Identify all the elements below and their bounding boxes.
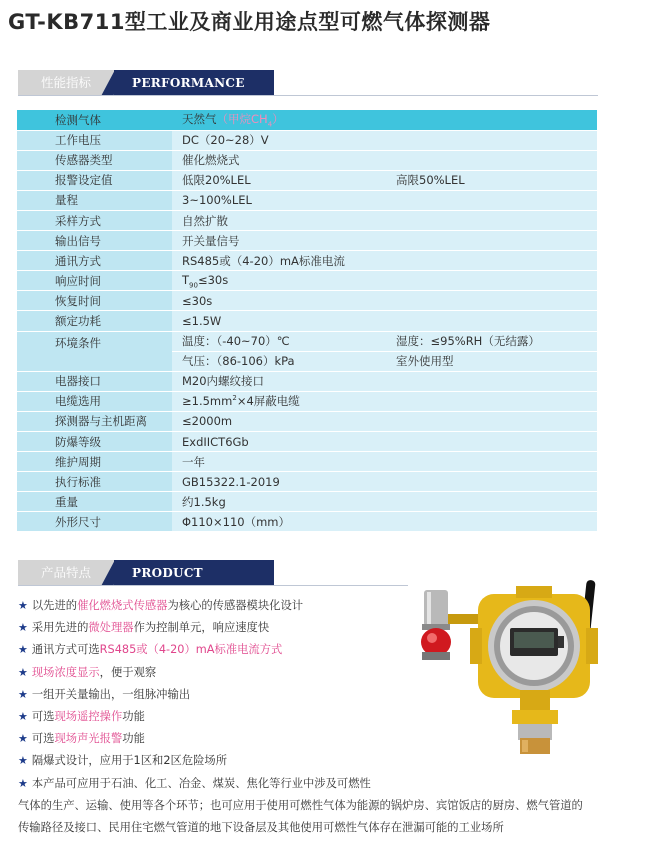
performance-spec-table: [17, 110, 597, 532]
spec-label: 恢复时间: [17, 291, 172, 311]
table-row: [17, 472, 597, 492]
spec-value: $T_{90}\le 30s$: [172, 271, 597, 291]
list-item: ★ 通讯方式可选RS485或（4-20）mA标准电流方式: [18, 643, 283, 657]
spec-label: 环境条件: [17, 331, 172, 371]
spec-label: 执行标准: [17, 472, 172, 492]
table-row: [17, 411, 597, 431]
spec-value: ≤1.5W: [172, 311, 597, 331]
product-header-cn: 产品特点: [18, 560, 114, 586]
performance-header-cn: 性能指标: [18, 70, 114, 96]
table-row: [17, 130, 597, 150]
performance-divider: [18, 95, 598, 96]
spec-value: 温度：（-40~70）℃: [172, 331, 386, 351]
product-header-en: PRODUCT: [114, 560, 274, 586]
spec-value: Φ110×110（mm）: [172, 512, 597, 532]
star-icon: ★: [18, 621, 28, 635]
star-icon: ★: [18, 665, 28, 679]
spec-value: ≤30s: [172, 291, 597, 311]
spec-value-2: 室外使用型: [386, 351, 597, 371]
spec-value: 催化燃烧式: [172, 150, 597, 170]
star-icon: ★: [18, 754, 28, 768]
spec-label: 检测气体: [17, 110, 172, 130]
spec-value: 3~100%LEL: [172, 190, 597, 210]
table-row: [17, 432, 597, 452]
spec-label: 量程: [17, 190, 172, 210]
performance-section-header: [18, 70, 258, 96]
spec-label: 通讯方式: [17, 251, 172, 271]
table-row: [17, 512, 597, 532]
spec-value: 自然扩散: [172, 210, 597, 230]
spec-label: 电缆选用: [17, 391, 172, 411]
feature-continuation-2: 传输路径及接口、民用住宅燃气管道的地下设备层及其他使用可燃性气体存在泄漏可能的工业场所: [18, 821, 504, 835]
table-row: [17, 291, 597, 311]
spec-label: 维护周期: [17, 452, 172, 472]
star-icon: ★: [18, 599, 28, 612]
spec-value: 气压：（86-106）kPa: [172, 351, 386, 371]
table-row: [17, 331, 597, 351]
spec-label: 探测器与主机距离: [17, 411, 172, 431]
spec-label: 响应时间: [17, 271, 172, 291]
spec-value: 低限20%LEL: [172, 170, 386, 190]
table-row: [17, 110, 597, 130]
table-row: [17, 150, 597, 170]
list-item: ★ 一组开关量输出，一组脉冲输出: [18, 687, 191, 701]
spec-value: $\ge 1.5mm^2\times 4$屏蔽电缆: [172, 391, 597, 411]
table-row: [17, 492, 597, 512]
product-section-header: [18, 560, 258, 586]
spec-label: 工作电压: [17, 130, 172, 150]
spec-value-2: 高限50%LEL: [386, 170, 597, 190]
list-item: ★ 现场浓度显示，便于观察: [18, 665, 157, 679]
spec-value: 一年: [172, 452, 597, 472]
page-title: GT-KB711型工业及商业用途点型可燃气体探测器: [8, 10, 491, 34]
spec-label: 重量: [17, 492, 172, 512]
star-icon: ★: [18, 709, 28, 723]
table-row: [17, 231, 597, 251]
table-row: [17, 170, 597, 190]
spec-label: 报警设定值: [17, 170, 172, 190]
spec-label: 防爆等级: [17, 432, 172, 452]
spec-value: ExdIICT6Gb: [172, 432, 597, 452]
table-row: [17, 452, 597, 472]
product-image: [408, 578, 608, 758]
performance-header-en: PERFORMANCE: [114, 70, 274, 96]
star-icon: ★: [18, 732, 28, 746]
spec-value: 开关量信号: [172, 231, 597, 251]
table-row: [17, 251, 597, 271]
star-icon: ★: [18, 687, 28, 701]
list-item: ★ 本产品可应用于石油、化工、冶金、煤炭、焦化等行业中涉及可燃性: [18, 776, 371, 790]
spec-label: 采样方式: [17, 210, 172, 230]
table-row: [17, 271, 597, 291]
table-row: [17, 210, 597, 230]
list-item: ★ 隔爆式设计，应用于1区和2区危险场所: [18, 754, 228, 768]
spec-label: 外形尺寸: [17, 512, 172, 532]
spec-label: 输出信号: [17, 231, 172, 251]
spec-value: DC（20~28）V: [172, 130, 597, 150]
spec-value: M20内螺纹接口: [172, 371, 597, 391]
table-row: [17, 311, 597, 331]
spec-label: 传感器类型: [17, 150, 172, 170]
feature-continuation-1: 气体的生产、运输、使用等各个环节；也可应用于使用可燃性气体为能源的锅炉房、宾馆饭店的厨房、燃气管道的: [18, 798, 583, 812]
list-item: ★ 可选现场声光报警功能: [18, 732, 145, 746]
table-row: [17, 371, 597, 391]
spec-value-2: 湿度：≤95%RH（无结露）: [386, 331, 597, 351]
product-divider: [18, 585, 408, 586]
spec-value: 天然气（甲烷$CH_4$）: [172, 110, 597, 130]
spec-label: 额定功耗: [17, 311, 172, 331]
spec-value: GB15322.1-2019: [172, 472, 597, 492]
star-icon: ★: [18, 643, 28, 657]
list-item: ★ 可选现场遥控操作功能: [18, 709, 145, 723]
spec-value: RS485或（4-20）mA标准电流: [172, 251, 597, 271]
star-icon: ★: [18, 776, 28, 790]
list-item: ★ 采用先进的微处理器作为控制单元，响应速度快: [18, 621, 270, 635]
spec-value: ≤2000m: [172, 411, 597, 431]
table-row: [17, 190, 597, 210]
list-item: ★ 以先进的催化燃烧式传感器为核心的传感器模块化设计: [18, 599, 304, 612]
spec-value: 约1.5kg: [172, 492, 597, 512]
table-row: [17, 391, 597, 411]
spec-label: 电器接口: [17, 371, 172, 391]
